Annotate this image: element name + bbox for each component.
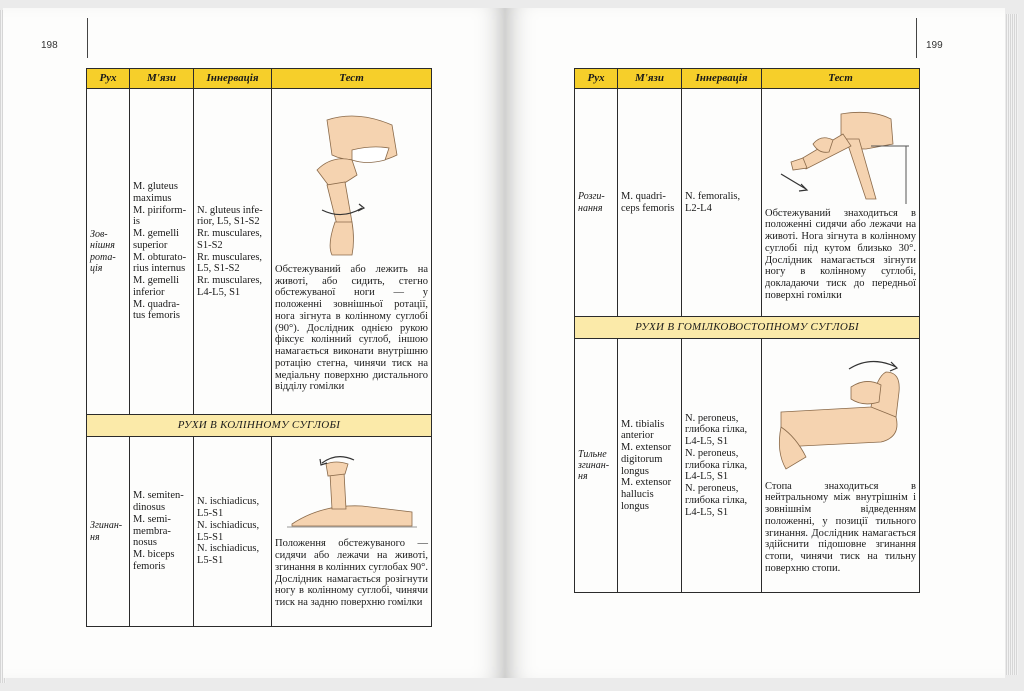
test-description: Положення обстежуваного — сидячи або лежачи на животі, згинання в колінних суглобах 90°. Дослідник намагається розігнути ногу в колінному суглобі, чинячи тиск на задню поверхню гомілки — [275, 538, 428, 608]
muscles-cell: M. quadri- ceps femoris — [618, 89, 682, 317]
movement-cell: Розги- нання — [575, 89, 618, 317]
header-innervation: Іннервація — [194, 69, 272, 89]
page-number: 199 — [926, 40, 943, 51]
table-row — [575, 339, 920, 593]
header-movement: Рух — [87, 69, 130, 89]
top-rule — [87, 18, 88, 58]
innervation-cell: N. gluteus infe- rior, L5, S1-S2 Rr. musculares, S1-S2 Rr. musculares, L5, S1-S2 Rr. musculares, L4-L5, S1 — [194, 89, 272, 415]
table-row — [575, 89, 920, 317]
movement-cell: Тильне згинан- ня — [575, 339, 618, 593]
header-test: Тест — [762, 69, 920, 89]
header-muscles: М'язи — [130, 69, 194, 89]
header-innervation: Іннервація — [682, 69, 762, 89]
right-page — [505, 8, 1005, 678]
dorsiflexion-illustration — [771, 357, 911, 477]
movement-cell: Згинан- ня — [87, 437, 130, 627]
table-header-row — [575, 69, 920, 89]
page-stack-right — [1006, 14, 1018, 675]
section-row — [87, 415, 432, 437]
header-test: Тест — [272, 69, 432, 89]
section-title: РУХИ В ГОМІЛКОВОСТОПНОМУ СУГЛОБІ — [575, 317, 920, 339]
section-title: РУХИ В КОЛІННОМУ СУГЛОБІ — [87, 415, 432, 437]
section-row — [575, 317, 920, 339]
innervation-cell: N. peroneus, глибока гілка, L4-L5, S1 N. peroneus, глибока гілка, L4-L5, S1 N. peroneus, глибока гілка, L4-L5, S1 — [682, 339, 762, 593]
knee-extension-illustration — [771, 104, 911, 204]
table-header-row — [87, 69, 432, 89]
test-cell — [272, 89, 432, 415]
test-cell — [272, 437, 432, 627]
header-movement: Рух — [575, 69, 618, 89]
test-description: Обстежуваний або лежить на животі, або сидить, стегно обстежуваної ноги — у положенні зовнішньої ротації, нога зігнута в колінному суглобі (90°). Дослідник однією рукою фіксує колінний суглоб, іншою намагається виконати внутрішню ротацію стегна, чинячи тиск на медіальну поверхню дистального відділу гомілки — [275, 263, 428, 393]
header-muscles: М'язи — [618, 69, 682, 89]
test-cell — [762, 339, 920, 593]
innervation-cell: N. ischiadicus, L5-S1 N. ischiadicus, L5-S1 N. ischiadicus, L5-S1 — [194, 437, 272, 627]
test-description: Стопа знаходиться в нейтральному між внутрішнім і зовнішнім відведенням положенні, у позиції тильного згинання. Дослідник намагається здійснити підошовне згинання стопи, чинячи тиск на тильну поверхню стопи. — [765, 480, 916, 574]
top-rule — [916, 18, 917, 58]
table-row — [87, 89, 432, 415]
muscles-cell: M. gluteus maximus M. piriform- is M. gemelli superior M. obturato- rius internus M. gemelli inferior M. quadra- tus femoris — [130, 89, 194, 415]
muscles-cell: M. tibialis anterior M. extensor digitorum longus M. extensor hallucis longus — [618, 339, 682, 593]
table-row — [87, 437, 432, 627]
knee-flexion-illustration — [282, 454, 422, 534]
muscle-test-table-left — [86, 68, 432, 627]
movement-cell: Зов- нішня рота- ція — [87, 89, 130, 415]
page-number: 198 — [41, 40, 58, 51]
innervation-cell: N. femoralis, L2-L4 — [682, 89, 762, 317]
muscle-test-table-right — [574, 68, 920, 593]
test-description: Обстежуваний знаходиться в положенні сидячи або лежачи на животі. Нога зігнута в колінному суглобі під кутом близько 30°. Дослідник намагається зігнути ногу в колінному суглобі, докладаючи тиск до передньої поверхні гомілки — [765, 207, 916, 301]
test-cell — [762, 89, 920, 317]
muscles-cell: M. semiten- dinosus M. semi- membra- nosus M. biceps femoris — [130, 437, 194, 627]
left-page — [3, 8, 505, 678]
external-rotation-illustration — [297, 110, 407, 260]
